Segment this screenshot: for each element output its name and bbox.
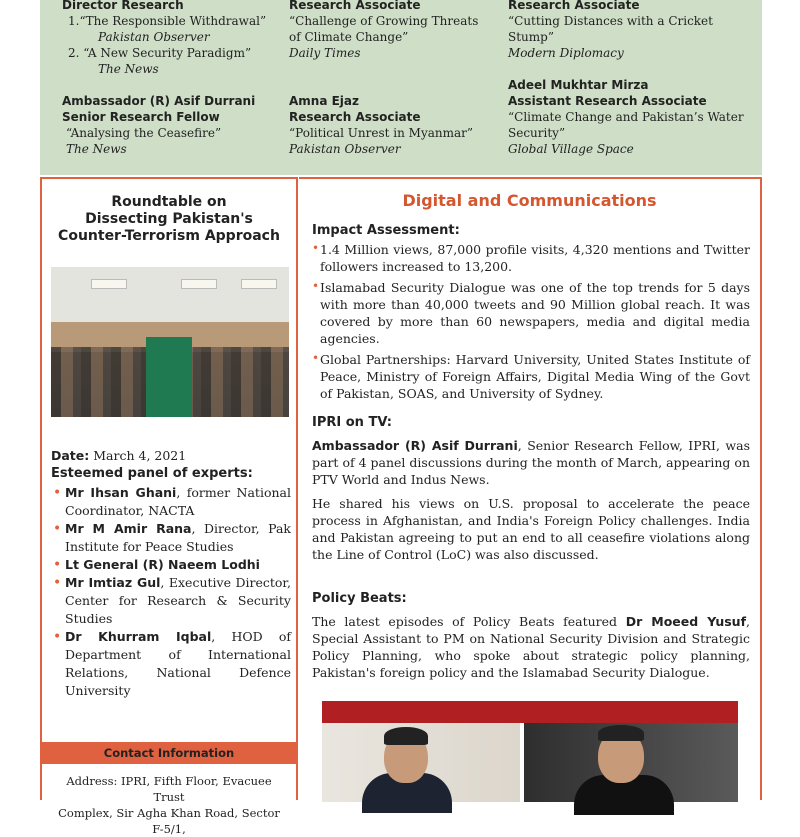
bullet-icon: • xyxy=(53,629,62,645)
roundtable-title-line: Counter-Terrorism Approach xyxy=(58,228,280,244)
publication-source: Modern Diplomacy xyxy=(508,46,624,60)
publications-column-3 xyxy=(508,0,748,157)
publication-title: “Analysing the Ceasefire” xyxy=(66,126,222,140)
roundtable-title-line: Roundtable on xyxy=(111,194,227,210)
expert-name: Lt General (R) Naeem Lodhi xyxy=(65,557,260,572)
impact-heading: Impact Assessment: xyxy=(312,223,460,238)
photo-conference-table xyxy=(146,337,192,417)
expert-name: Dr Khurram Iqbal xyxy=(65,629,212,644)
author-role: Assistant Research Associate xyxy=(508,94,707,108)
author-role: Senior Research Fellow xyxy=(62,110,220,124)
publications-column-2 xyxy=(289,0,499,157)
expert-desc: , HOD of Department of International Relations, National Defence University xyxy=(65,629,291,698)
photo-hair xyxy=(384,727,428,745)
publication-title: 1.“The Responsible Withdrawal” xyxy=(68,14,267,28)
publication-source: The News xyxy=(98,62,159,76)
contact-heading: Contact Information xyxy=(42,742,296,764)
impact-list xyxy=(312,241,750,406)
expert-item xyxy=(51,520,291,556)
publications-band xyxy=(40,0,762,175)
publication-title: “Political Unrest in Myanmar” xyxy=(289,126,474,140)
tv-paragraph xyxy=(312,437,750,488)
contact-address xyxy=(52,773,286,837)
expert-item xyxy=(51,574,291,628)
photo-light xyxy=(241,279,277,289)
roundtable-date xyxy=(51,447,295,464)
author-role: Research Associate xyxy=(289,0,421,12)
impact-item xyxy=(312,351,750,402)
impact-text: Global Partnerships: Harvard University, United States Institute of Peace, Ministry of Foreign Affairs, Digital Media Wing of the Govt of Pakistan, SOAS, and University of Sydney. xyxy=(320,352,750,401)
digital-box xyxy=(299,177,762,800)
publication-source: Global Village Space xyxy=(508,142,634,156)
roundtable-title-line: Dissecting Pakistan's xyxy=(85,211,253,227)
panel-heading: Esteemed panel of experts: xyxy=(51,466,253,481)
author-role: Director Research xyxy=(62,0,184,12)
tv-person-name: Ambassador (R) Asif Durrani xyxy=(312,438,518,453)
publication-title: Stump” xyxy=(508,30,554,44)
author-name: Amna Ejaz xyxy=(289,94,360,108)
impact-text: 1.4 Million views, 87,000 profile visits, 4,320 mentions and Twitter followers increased to 13,200. xyxy=(320,242,750,274)
publication-title: “Climate Change and Pakistan’s Water xyxy=(508,110,744,124)
photo-light xyxy=(91,279,127,289)
date-value: March 4, 2021 xyxy=(93,448,187,463)
photo-light xyxy=(181,279,217,289)
impact-item xyxy=(312,241,750,275)
pb-person-name: Dr Moeed Yusuf xyxy=(625,614,747,629)
digital-title: Digital and Communications xyxy=(402,191,657,210)
impact-text: Islamabad Security Dialogue was one of the top trends for 5 days with more than 40,000 tweets and 90 Million global reach. It was covered by more than 60 newspapers, media and digital media agencies. xyxy=(320,280,750,346)
bullet-icon: • xyxy=(53,575,62,591)
expert-name: Mr M Amir Rana xyxy=(65,521,192,536)
expert-item xyxy=(51,556,291,574)
publication-source: The News xyxy=(66,142,127,156)
bullet-icon: • xyxy=(53,521,62,537)
expert-desc: , former National Coordinator, NACTA xyxy=(65,485,291,518)
bullet-icon: • xyxy=(53,557,62,573)
roundtable-photo xyxy=(51,267,289,417)
tv-paragraph-2: He shared his views on U.S. proposal to accelerate the peace process in Afghanistan, and India's Foreign Policy challenges. India and Pakistan agreeing to put an end to all ceasefire violations along the Line of Control (LoC) was also discussed. xyxy=(312,496,750,562)
publication-title: of Climate Change” xyxy=(289,30,409,44)
author-name: Adeel Mukhtar Mirza xyxy=(508,78,649,92)
publication-title: 2. “A New Security Paradigm” xyxy=(68,46,252,60)
bullet-icon: • xyxy=(312,279,320,293)
policy-beats-photo-guest xyxy=(524,723,738,802)
expert-name: Mr Ihsan Ghani xyxy=(65,485,177,500)
expert-item xyxy=(51,484,291,520)
expert-desc: , Executive Director, Center for Research & Security Studies xyxy=(65,575,291,626)
video-banner xyxy=(322,701,738,723)
expert-desc: , Director, Pak Institute for Peace Studies xyxy=(65,521,291,554)
publication-source: Pakistan Observer xyxy=(289,142,401,156)
publication-title: “Challenge of Growing Threats xyxy=(289,14,479,28)
publication-title: Security” xyxy=(508,126,566,140)
publications-column-1 xyxy=(62,0,292,157)
pb-text: , Special Assistant to PM on National Security Division and Strategic Policy Planning, who spoke about strategic policy planning, Pakistan's foreign policy and the Islamabad Security Dialogue. xyxy=(312,614,750,680)
address-line: Complex, Sir Agha Khan Road, Sector F-5/1, xyxy=(58,806,280,836)
date-label: Date: xyxy=(51,448,90,463)
address-line: Address: IPRI, Fifth Floor, Evacuee Trust xyxy=(66,774,272,804)
roundtable-title xyxy=(42,194,296,245)
policy-beats-heading: Policy Beats: xyxy=(312,591,407,606)
expert-name: Mr Imtiaz Gul xyxy=(65,575,161,590)
roundtable-box xyxy=(40,177,298,836)
photo-ceiling xyxy=(51,267,289,322)
photo-hair xyxy=(598,725,644,741)
bullet-icon: • xyxy=(312,351,320,365)
publication-source: Daily Times xyxy=(289,46,361,60)
author-role: Research Associate xyxy=(508,0,640,12)
pb-text: The latest episodes of Policy Beats featured xyxy=(312,614,626,629)
publication-title: “Cutting Distances with a Cricket xyxy=(508,14,713,28)
expert-item xyxy=(51,628,291,700)
impact-item xyxy=(312,279,750,347)
experts-list xyxy=(51,484,291,700)
tv-heading: IPRI on TV: xyxy=(312,415,392,430)
author-role: Research Associate xyxy=(289,110,421,124)
author-name: Ambassador (R) Asif Durrani xyxy=(62,94,256,108)
policy-beats-photo-host xyxy=(322,723,520,802)
publication-source: Pakistan Observer xyxy=(98,30,210,44)
policy-beats-paragraph xyxy=(312,613,750,681)
bullet-icon: • xyxy=(312,241,320,255)
tv-text: , Senior Research Fellow, IPRI, was part of 4 panel discussions during the month of March, appearing on PTV World and Indus News. xyxy=(312,438,750,487)
bullet-icon: • xyxy=(53,485,62,501)
